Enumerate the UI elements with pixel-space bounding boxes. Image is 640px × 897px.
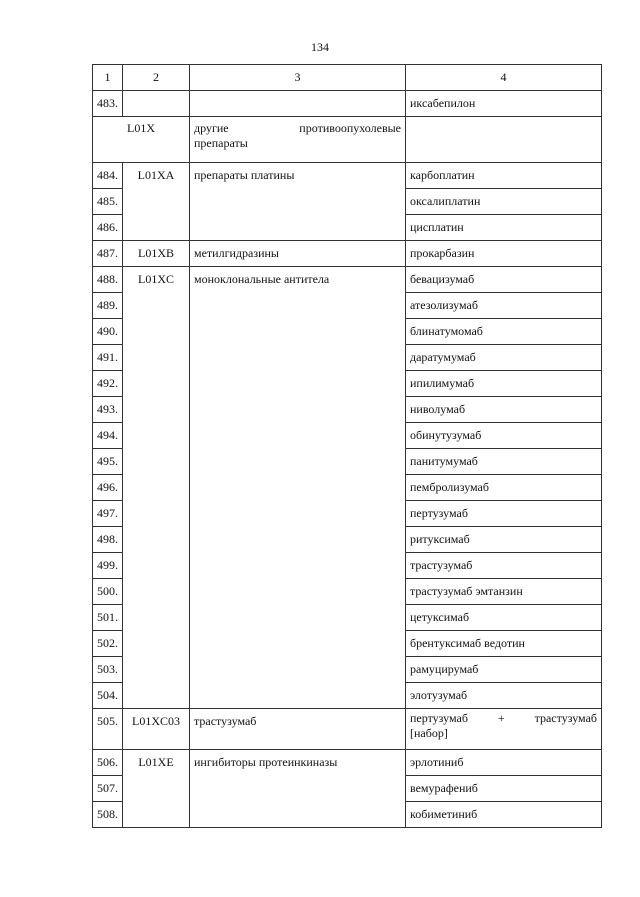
drug-name: обинутузумаб [406,423,602,449]
row-number: 508. [93,802,123,828]
drug-name: оксалиплатин [406,189,602,215]
row-number: 492. [93,371,123,397]
drug-name: ниволумаб [406,397,602,423]
drug-name-line-2: [набор] [410,726,448,740]
group-code: L01X [93,117,190,163]
group-name-text: моноклональные антитела [194,272,330,286]
drug-name: ипилимумаб [406,371,602,397]
drug-name: даратумумаб [406,345,602,371]
drug-name: эрлотиниб [406,750,602,776]
header-col-4: 4 [406,65,602,91]
table-row [93,709,602,750]
row-number: 500. [93,579,123,605]
group-name [190,91,406,117]
drug-table [92,64,602,828]
header-col-2: 2 [123,65,190,91]
drug-name: цетуксимаб [406,605,602,631]
row-number: 505. [93,709,123,750]
group-name-line-1: другие противоопухолевые [194,121,401,135]
drug-name: панитумумаб [406,449,602,475]
group-name [190,241,406,267]
row-number: 498. [93,527,123,553]
drug-name: карбоплатин [406,163,602,189]
group-name-line-2: препараты [194,136,248,150]
row-number: 489. [93,293,123,319]
drug-name: прокарбазин [406,241,602,267]
atc-code [123,267,190,709]
drug-name: трастузумаб [406,553,602,579]
drug-name [406,117,602,163]
row-number: 485. [93,189,123,215]
group-name-text: препараты платины [194,168,295,182]
drug-name: вемурафениб [406,776,602,802]
group-name [190,709,406,750]
group-name [190,267,406,709]
group-name-text: трастузумаб [194,714,257,728]
drug-name: иксабепилон [406,91,602,117]
group-name-text: ингибиторы протеинкиназы [194,755,338,769]
drug-name: пембролизумаб [406,475,602,501]
drug-name [406,709,602,750]
row-number: 502. [93,631,123,657]
atc-code-text: L01XE [138,755,174,769]
drug-name: брентуксимаб ведотин [406,631,602,657]
row-number: 503. [93,657,123,683]
header-col-3: 3 [190,65,406,91]
drug-name: трастузумаб эмтанзин [406,579,602,605]
table-row [93,91,602,117]
group-row [93,117,602,163]
row-number: 496. [93,475,123,501]
row-number: 497. [93,501,123,527]
group-name [190,117,406,163]
table-row [93,267,602,293]
drug-name: рамуцирумаб [406,657,602,683]
row-number: 501. [93,605,123,631]
row-number: 491. [93,345,123,371]
atc-code [123,163,190,241]
header-col-1: 1 [93,65,123,91]
drug-name: бевацизумаб [406,267,602,293]
row-number: 507. [93,776,123,802]
row-number: 504. [93,683,123,709]
drug-name: кобиметиниб [406,802,602,828]
page-number: 134 [311,40,329,54]
drug-name: пертузумаб [406,501,602,527]
row-number: 490. [93,319,123,345]
atc-code-text: L01XA [137,168,175,182]
row-number: 487. [93,241,123,267]
drug-name: цисплатин [406,215,602,241]
row-number: 483. [93,91,123,117]
group-name-text: метилгидразины [194,246,279,260]
drug-name: блинатумомаб [406,319,602,345]
row-number: 488. [93,267,123,293]
atc-code [123,91,190,117]
atc-code-text: L01XC03 [132,714,180,728]
row-number: 506. [93,750,123,776]
atc-code [123,241,190,267]
table-row [93,163,602,189]
table-row [93,750,602,776]
drug-name: атезолизумаб [406,293,602,319]
group-name [190,750,406,828]
group-name [190,163,406,241]
drug-name-line-1: пертузумаб + трастузумаб [410,711,597,725]
row-number: 486. [93,215,123,241]
atc-code-text: L01XC [138,272,174,286]
atc-code [123,709,190,750]
atc-code [123,750,190,828]
header-row [93,65,602,91]
row-number: 493. [93,397,123,423]
row-number: 484. [93,163,123,189]
row-number: 499. [93,553,123,579]
row-number: 494. [93,423,123,449]
drug-name: ритуксимаб [406,527,602,553]
table-row [93,241,602,267]
drug-name: элотузумаб [406,683,602,709]
atc-code-text: L01XB [138,246,174,260]
row-number: 495. [93,449,123,475]
